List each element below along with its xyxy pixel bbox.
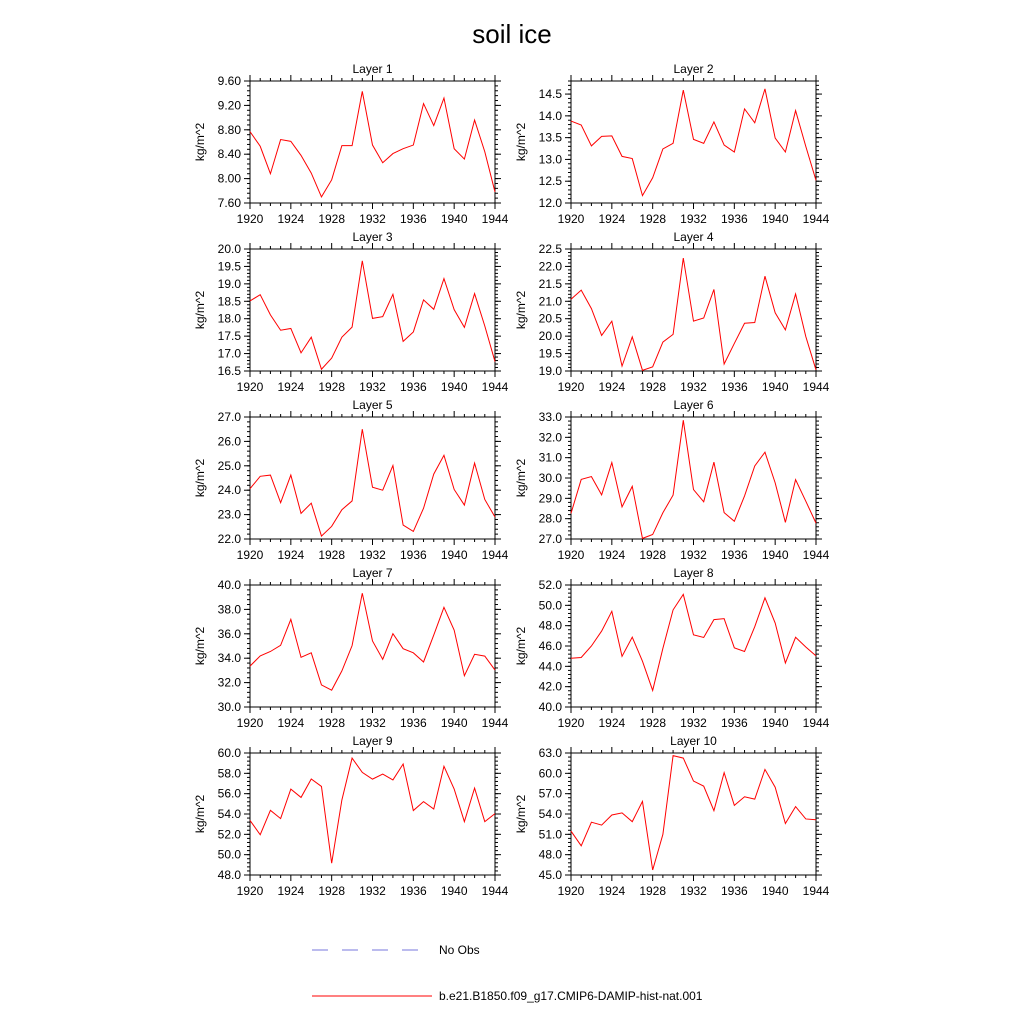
y-tick-label: 40.0 [538,700,562,714]
x-tick-label: 1924 [277,212,305,226]
legend-series-label: b.e21.B1850.f09_g17.CMIP6-DAMIP-hist-nat.001 [439,989,703,1003]
plot-frame [571,249,816,371]
x-tick-label: 1940 [440,716,468,730]
panel-9 [193,734,509,898]
x-tick-label: 1928 [318,548,346,562]
plot-frame [250,753,495,875]
x-tick-label: 1920 [236,548,264,562]
x-tick-label: 1928 [639,212,667,226]
panels-group [193,62,830,898]
y-tick-label: 22.0 [538,259,562,274]
y-tick-label: 27.0 [538,532,562,546]
x-tick-label: 1924 [598,716,626,730]
panel-title: Layer 6 [673,398,714,412]
y-tick-label: 19.0 [217,276,241,291]
panel-title: Layer 1 [352,62,393,76]
x-tick-label: 1944 [481,548,509,562]
x-tick-label: 1928 [639,884,667,898]
series-line [571,594,816,690]
y-tick-label: 19.0 [538,364,562,378]
y-tick-label: 12.5 [538,174,562,189]
y-tick-label: 44.0 [538,659,562,674]
y-tick-label: 48.0 [538,847,562,862]
x-tick-label: 1936 [399,380,427,394]
x-tick-label: 1932 [680,884,707,898]
y-tick-label: 12.0 [538,196,562,210]
panel-title: Layer 8 [673,566,714,580]
x-tick-label: 1940 [761,380,789,394]
series-line [250,429,495,536]
x-tick-label: 1936 [399,212,427,226]
y-tick-label: 21.5 [538,276,562,291]
x-tick-label: 1932 [359,548,386,562]
series-line [250,261,495,369]
panel-4 [514,230,830,394]
y-tick-label: 36.0 [217,626,241,641]
y-tick-label: 17.0 [217,346,241,361]
x-tick-label: 1944 [481,212,509,226]
x-tick-label: 1920 [236,380,264,394]
y-tick-label: 21.0 [538,294,562,309]
x-tick-label: 1928 [318,380,346,394]
x-tick-label: 1944 [802,716,830,730]
y-tick-label: 60.0 [538,766,562,781]
y-tick-label: 24.0 [217,483,241,498]
y-tick-label: 25.0 [217,458,241,473]
x-tick-label: 1940 [761,548,789,562]
series-line [571,756,816,870]
x-tick-label: 1944 [481,380,509,394]
y-tick-label: 31.0 [538,450,562,465]
x-tick-label: 1940 [761,884,789,898]
y-tick-label: 32.0 [217,675,241,690]
plot-frame [571,81,816,203]
x-tick-label: 1936 [720,884,748,898]
x-tick-label: 1924 [598,212,626,226]
y-tick-label: 9.20 [217,98,241,113]
y-tick-label: 8.00 [217,171,241,186]
y-tick-label: 60.0 [217,746,241,760]
y-axis-label: kg/m^2 [193,122,207,162]
x-tick-label: 1936 [399,884,427,898]
y-axis-label: kg/m^2 [193,794,207,834]
panel-title: Layer 7 [352,566,393,580]
y-tick-label: 20.0 [538,329,562,344]
x-tick-label: 1932 [680,716,707,730]
x-tick-label: 1928 [639,380,667,394]
x-tick-label: 1920 [236,884,264,898]
y-tick-label: 14.0 [538,108,562,123]
y-tick-label: 63.0 [538,746,562,760]
x-tick-label: 1936 [399,716,427,730]
x-tick-label: 1944 [481,716,509,730]
y-tick-label: 14.5 [538,87,562,102]
y-tick-label: 28.0 [538,511,562,526]
y-tick-label: 29.0 [538,491,562,506]
plot-frame [250,417,495,539]
y-tick-label: 54.0 [538,807,562,821]
y-tick-label: 8.80 [217,122,241,137]
x-tick-label: 1924 [277,716,305,730]
y-tick-label: 30.0 [217,700,241,714]
y-tick-label: 22.0 [217,532,241,546]
y-tick-label: 52.0 [217,827,241,842]
y-tick-label: 19.5 [217,259,241,274]
x-tick-label: 1936 [720,548,748,562]
y-tick-label: 13.5 [538,130,562,145]
y-tick-label: 54.0 [217,807,241,821]
panel-title: Layer 2 [673,62,714,76]
y-tick-label: 20.5 [538,311,562,326]
x-tick-label: 1940 [761,212,789,226]
x-tick-label: 1940 [761,716,789,730]
series-line [571,89,816,196]
y-axis-label: kg/m^2 [193,458,207,498]
panel-10 [514,734,830,898]
legend [312,943,703,1003]
y-tick-label: 46.0 [538,639,562,653]
y-axis-label: kg/m^2 [193,626,207,666]
y-tick-label: 48.0 [538,618,562,633]
x-tick-label: 1920 [557,716,585,730]
x-tick-label: 1924 [277,380,305,394]
x-tick-label: 1928 [639,716,667,730]
y-tick-label: 50.0 [217,847,241,862]
y-tick-label: 40.0 [217,578,241,592]
x-tick-label: 1940 [440,884,468,898]
y-tick-label: 8.40 [217,147,241,162]
y-axis-label: kg/m^2 [193,290,207,330]
x-tick-label: 1936 [399,548,427,562]
x-tick-label: 1936 [720,716,748,730]
y-tick-label: 57.0 [538,786,562,801]
series-line [250,593,495,690]
x-tick-label: 1920 [557,548,585,562]
y-axis-label: kg/m^2 [514,458,528,498]
y-tick-label: 16.5 [217,364,241,378]
panel-title: Layer 5 [352,398,393,412]
y-tick-label: 52.0 [538,578,562,592]
x-tick-label: 1924 [598,380,626,394]
y-axis-label: kg/m^2 [514,626,528,666]
x-tick-label: 1932 [359,380,386,394]
x-tick-label: 1920 [236,716,264,730]
panel-6 [514,398,830,562]
y-axis-label: kg/m^2 [514,794,528,834]
panel-title: Layer 9 [352,734,393,748]
figure-title: soil ice [472,19,552,49]
y-tick-label: 23.0 [217,507,241,522]
y-tick-label: 20.0 [217,242,241,256]
x-tick-label: 1928 [639,548,667,562]
x-tick-label: 1932 [680,212,707,226]
panel-8 [514,566,830,730]
x-tick-label: 1940 [440,380,468,394]
plot-frame [250,249,495,371]
y-tick-label: 18.0 [217,311,241,326]
y-tick-label: 17.5 [217,329,241,344]
y-tick-label: 13.0 [538,152,562,167]
series-line [250,91,495,197]
x-tick-label: 1932 [359,884,386,898]
x-tick-label: 1920 [557,884,585,898]
panel-3 [193,230,509,394]
y-tick-label: 22.5 [538,242,562,256]
y-tick-label: 19.5 [538,346,562,361]
x-tick-label: 1920 [557,212,585,226]
y-tick-label: 27.0 [217,410,241,424]
x-tick-label: 1920 [236,212,264,226]
x-tick-label: 1920 [557,380,585,394]
x-tick-label: 1944 [802,212,830,226]
x-tick-label: 1936 [720,212,748,226]
x-tick-label: 1924 [277,548,305,562]
series-line [250,758,495,863]
panel-title: Layer 4 [673,230,714,244]
x-tick-label: 1944 [802,884,830,898]
y-axis-label: kg/m^2 [514,122,528,162]
x-tick-label: 1928 [318,716,346,730]
series-line [571,258,816,370]
x-tick-label: 1924 [598,884,626,898]
y-tick-label: 38.0 [217,602,241,617]
x-tick-label: 1944 [481,884,509,898]
y-tick-label: 48.0 [217,868,241,882]
plot-frame [571,417,816,539]
y-tick-label: 56.0 [217,786,241,801]
panel-7 [193,566,509,730]
y-tick-label: 42.0 [538,679,562,694]
y-tick-label: 7.60 [217,196,241,210]
y-tick-label: 33.0 [538,410,562,424]
x-tick-label: 1940 [440,212,468,226]
y-tick-label: 45.0 [538,868,562,882]
y-tick-label: 51.0 [538,827,562,842]
x-tick-label: 1932 [359,212,386,226]
x-tick-label: 1940 [440,548,468,562]
y-tick-label: 30.0 [538,471,562,485]
panel-title: Layer 10 [670,734,717,748]
y-tick-label: 32.0 [538,430,562,445]
x-tick-label: 1928 [318,212,346,226]
y-tick-label: 18.5 [217,294,241,309]
plot-frame [571,585,816,707]
x-tick-label: 1932 [359,716,386,730]
panel-1 [193,62,509,226]
y-tick-label: 34.0 [217,651,241,666]
plot-frame [250,81,495,203]
x-tick-label: 1932 [680,380,707,394]
panel-2 [514,62,830,226]
y-tick-label: 58.0 [217,766,241,781]
plot-frame [571,753,816,875]
x-tick-label: 1944 [802,380,830,394]
y-tick-label: 26.0 [217,434,241,449]
legend-no-obs-label: No Obs [439,943,480,957]
y-tick-label: 50.0 [538,598,562,613]
x-tick-label: 1924 [598,548,626,562]
x-tick-label: 1944 [802,548,830,562]
y-tick-label: 9.60 [217,74,241,88]
x-tick-label: 1936 [720,380,748,394]
x-tick-label: 1932 [680,548,707,562]
x-tick-label: 1928 [318,884,346,898]
series-line [571,420,816,538]
x-tick-label: 1924 [277,884,305,898]
plot-frame [250,585,495,707]
panel-title: Layer 3 [352,230,393,244]
panel-5 [193,398,509,562]
y-axis-label: kg/m^2 [514,290,528,330]
